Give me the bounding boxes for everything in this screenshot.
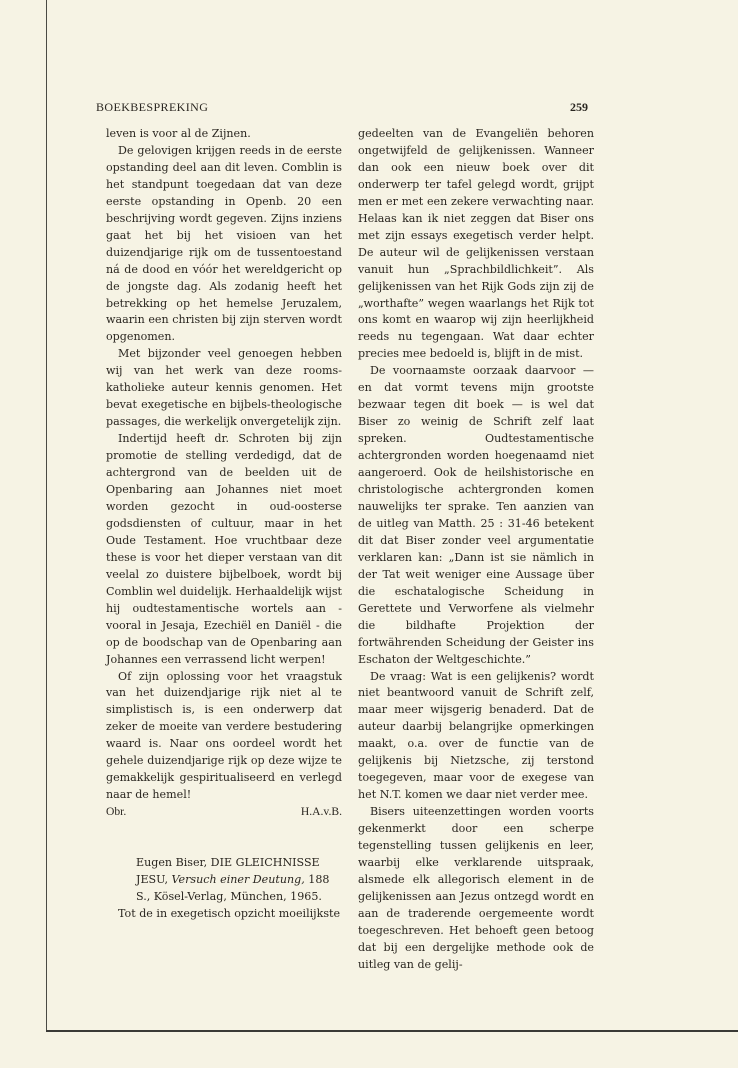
review-author-title: Eugen Biser, DIE GLEICHNISSE JESU,	[136, 856, 320, 887]
review-subtitle: Versuch einer Deutung,	[171, 873, 305, 887]
paragraph: gedeelten van de Evangeliën behoren ongetwijfeld de gelijkenissen. Wanneer dan ook een nieuw boek over dit onderwerp ter tafel gelegd wordt, grijpt men er met een zekere verwachting naar. Helaas kan ik niet zeggen dat Biser ons met zijn essays exegetisch verder helpt. De auteur wil de gelijkenissen verstaan vanuit hun „Sprachbildlichkeit”. Als gelijkenissen van het Rijk Gods zijn zij de „worthafte” wegen waarlangs het Rijk tot ons komt en waarop wij zijn heerlijkheid reeds nu tegengaan. Wat daar echter precies mee bedoeld is, blijft in de mist.	[358, 127, 594, 361]
review-signature	[106, 804, 342, 821]
left-column	[106, 126, 342, 923]
paragraph: leven is voor al de Zijnen.	[106, 127, 251, 140]
page-number: 259	[570, 100, 588, 114]
running-header	[96, 100, 588, 116]
paragraph: De gelovigen krijgen reeds in de eerste opstanding deel aan dit leven. Comblin is het standpunt toegedaan dat van deze eerste opstanding in Openb. 20 een beschrijving wordt gegeven. Zijns inziens gaat het bij het visioen van het duizendjarige rijk om de tussentoestand ná de dood en vóór het wereldgericht op de jongste dag. Als zodanig heeft het betrekking op het hemelse Jeruzalem, waarin een christen bij zijn sterven wordt opgenomen.	[106, 143, 342, 344]
paragraph: De vraag: Wat is een gelijkenis? wordt niet beantwoord vanuit de Schrift zelf, maar meer wijsgerig benaderd. Dat de auteur daarbij belangrijke opmerkingen maakt, o.a. over de functie van de gelijkenis bij Nietzsche, zij terstond toegegeven, maar voor de exegese van het N.T. komen we daar niet verder mee.	[358, 669, 594, 802]
paragraph: Indertijd heeft dr. Schroten bij zijn promotie de stelling verdedigd, dat de achtergrond van de beelden uit de Openbaring aan Johannes niet moet worden gezocht in oud-oosterse godsdiensten of cultuur, maar in het Oude Testament. Hoe vruchtbaar deze these is voor het dieper verstaan van dit veelal zo duistere bijbelboek, wordt bij Comblin wel duidelijk. Herhaaldelijk wijst hij oudtestamentische wortels aan - vooral in Jesaja, Ezechiël en Daniël - die op de boodschap van de Openbaring aan Johannes een verrassend licht werpen!	[106, 432, 343, 666]
paragraph: De voornaamste oorzaak daarvoor — en dat vormt tevens mijn grootste bezwaar tegen dit boek — is wel dat Biser zo weinig de Schrift zelf laat spreken. Oudtestamentische achtergronden worden hoegenaamd niet aangeroerd. Ook de heilshistorische en christologische achtergronden komen nauwelijks ter sprake. Ten aanzien van de uitleg van Matth. 25 : 31-46 betekent dit dat Biser zonder veel argumentatie verklaren kan: „Dann ist sie nämlich in der Tat weit weniger eine Aussage über die eschatalogische Scheidung in Gerettete und Verworfene als vielmehr die bildhafte Projektion der fortwährenden Scheidung der Geister ins Eschaton der Weltgeschichte.”	[358, 364, 594, 666]
right-column	[358, 126, 594, 974]
paragraph: Met bijzonder veel genoegen hebben wij van het werk van deze rooms-katholieke auteur kennis genomen. Het bevat exegetische en bijbels-theologische passages, die werkelijk onvergetelijk zijn.	[106, 347, 342, 429]
signature-initials: H.A.v.B.	[300, 805, 342, 819]
page-bottom-edge	[46, 1030, 738, 1032]
paragraph: Tot de in exegetisch opzicht moeilijkste	[118, 906, 341, 920]
running-title: BOEKBESPREKING	[96, 100, 209, 114]
page-binding-edge	[46, 0, 47, 1030]
book-review-heading	[136, 855, 342, 906]
paragraph: Bisers uiteenzettingen worden voorts gekenmerkt door een scherpe tegenstelling tussen gelijkenis en leer, waarbij elke verklarende uitspraak, alsmede elk allegorisch element in de gelijkenissen aan Jezus ontzegd wordt en aan de traderende oergemeente wordt toegeschreven. Het behoeft geen betoog dat bij een dergelijke methode ook de uitleg van de gelij-	[358, 805, 594, 971]
signature-abbreviation: Obr.	[106, 805, 127, 819]
review-publication-details: 188 S., Kösel-Verlag, München, 1965.	[136, 873, 330, 903]
paragraph: Of zijn oplossing voor het vraagstuk van het duizendjarige rijk niet al te simplistisch is, is een onderwerp dat zeker de moeite van verdere bestudering waard is. Naar ons oordeel wordt het gehele duizendjarige rijk op deze wijze te gemakkelijk gespiritualiseerd en verlegd naar de hemel!	[106, 669, 342, 802]
